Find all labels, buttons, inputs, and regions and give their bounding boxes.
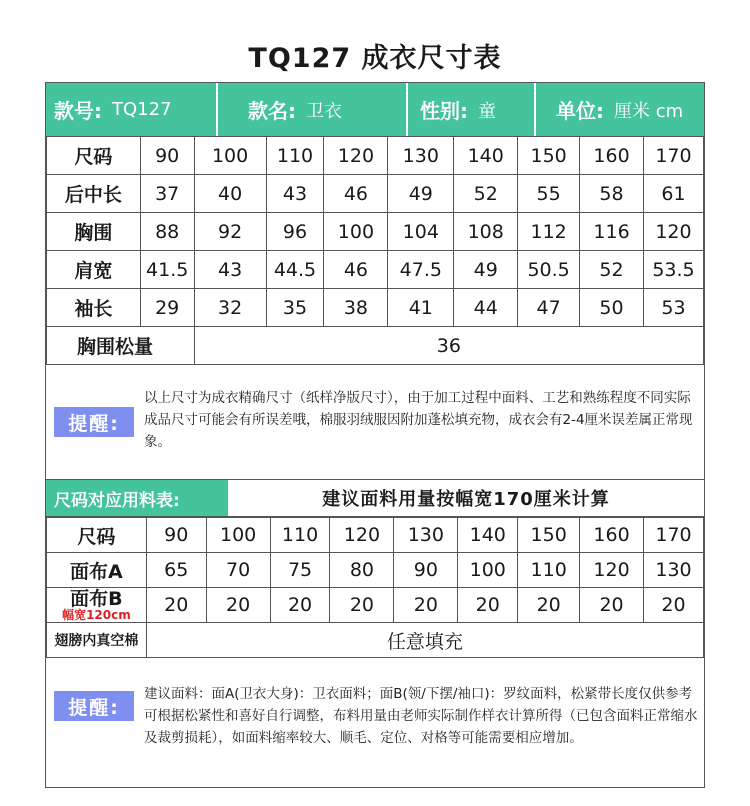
- table-cell: 90: [140, 137, 194, 175]
- table-cell: 29: [140, 289, 194, 327]
- table-cell: 90: [146, 518, 206, 553]
- table-cell: 52: [454, 175, 518, 213]
- note-2: [46, 663, 704, 787]
- size-chart-frame: [45, 82, 705, 788]
- table-cell: 20: [146, 588, 206, 623]
- fabric-table: [46, 517, 704, 658]
- row-label: 尺码: [77, 525, 116, 548]
- table-cell: 44.5: [266, 251, 324, 289]
- table-cell: 110: [266, 137, 324, 175]
- unit-value: 厘米 cm: [614, 100, 684, 122]
- ease-value: 36: [194, 327, 703, 365]
- unit-label: 单位:: [556, 99, 604, 123]
- row-header: [47, 289, 141, 327]
- row-label: 面布B: [70, 588, 123, 610]
- row-header: [47, 137, 141, 175]
- note-1-badge: 提醒:: [54, 407, 134, 437]
- fabric-bar-note: 建议面料用量按幅宽170厘米计算: [322, 489, 610, 510]
- fabric-bar: [46, 479, 704, 517]
- wing-label: 翅膀内真空棉: [47, 623, 147, 658]
- style-no-cell: [46, 83, 216, 136]
- table-cell: 120: [643, 213, 703, 251]
- table-cell: 32: [194, 289, 266, 327]
- table-cell: 20: [270, 588, 330, 623]
- table-cell: 37: [140, 175, 194, 213]
- table-cell: 160: [580, 518, 644, 553]
- table-cell: 100: [206, 518, 270, 553]
- row-label: 后中长: [64, 184, 122, 206]
- header-bar: [46, 83, 704, 136]
- table-cell: 46: [324, 175, 388, 213]
- table-cell: 20: [330, 588, 394, 623]
- table-cell: 110: [518, 553, 580, 588]
- fabric-row: [47, 588, 704, 623]
- table-cell: 47: [518, 289, 580, 327]
- table-cell: 80: [330, 553, 394, 588]
- table-cell: 100: [324, 213, 388, 251]
- row-label: 袖长: [74, 298, 113, 320]
- row-header: [47, 175, 141, 213]
- table-cell: 140: [454, 137, 518, 175]
- table-cell: 20: [394, 588, 458, 623]
- table-cell: 20: [458, 588, 518, 623]
- table-cell: 92: [194, 213, 266, 251]
- table-cell: 53.5: [643, 251, 703, 289]
- table-cell: 20: [518, 588, 580, 623]
- row-label: 尺码: [74, 146, 113, 168]
- table-cell: 90: [394, 553, 458, 588]
- style-no-value: TQ127: [112, 99, 172, 120]
- ease-row: [47, 327, 704, 365]
- note-2-text: 建议面料：面A(卫衣大身)：卫衣面料；面B(领/下摆/袖口)：罗纹面料，松紧带长度仅供参考可根据松紧性和喜好自行调整，布料用量由老师实际制作样衣计算所得（已包含面料正常缩水及裁剪损耗），如面料缩率较大、顺毛、定位、对格等可能需要相应增加。: [144, 686, 698, 746]
- table-cell: 88: [140, 213, 194, 251]
- size-row: [47, 251, 704, 289]
- wing-row: [47, 623, 704, 658]
- gender-value: 童: [478, 100, 496, 122]
- table-cell: 150: [518, 137, 580, 175]
- table-cell: 20: [580, 588, 644, 623]
- size-row: [47, 289, 704, 327]
- table-cell: 170: [644, 518, 704, 553]
- table-cell: 100: [458, 553, 518, 588]
- table-cell: 108: [454, 213, 518, 251]
- table-cell: 58: [580, 175, 644, 213]
- unit-cell: [534, 83, 704, 136]
- table-cell: 44: [454, 289, 518, 327]
- table-cell: 160: [580, 137, 644, 175]
- name-cell: [216, 83, 406, 136]
- fabric-row: [47, 553, 704, 588]
- table-cell: 40: [194, 175, 266, 213]
- table-cell: 130: [394, 518, 458, 553]
- row-header: [47, 588, 147, 623]
- table-cell: 61: [643, 175, 703, 213]
- row-label: 胸围: [74, 222, 113, 244]
- table-cell: 70: [206, 553, 270, 588]
- name-label: 款名:: [248, 99, 296, 123]
- table-cell: 104: [388, 213, 454, 251]
- table-cell: 53: [643, 289, 703, 327]
- page-title: TQ127 成衣尺寸表: [248, 43, 502, 74]
- table-cell: 50.5: [518, 251, 580, 289]
- fabric-row: [47, 518, 704, 553]
- size-row: [47, 213, 704, 251]
- table-cell: 46: [324, 251, 388, 289]
- size-table: [46, 136, 704, 365]
- table-cell: 170: [643, 137, 703, 175]
- fabric-bar-label: 尺码对应用料表:: [46, 480, 228, 516]
- table-cell: 120: [330, 518, 394, 553]
- table-cell: 35: [266, 289, 324, 327]
- table-cell: 65: [146, 553, 206, 588]
- row-label: 面布A: [70, 560, 123, 583]
- table-cell: 100: [194, 137, 266, 175]
- table-cell: 52: [580, 251, 644, 289]
- table-cell: 120: [580, 553, 644, 588]
- row-sublabel: 幅宽120cm: [62, 608, 131, 622]
- size-row: [47, 175, 704, 213]
- table-cell: 43: [266, 175, 324, 213]
- row-header: [47, 518, 147, 553]
- row-label: 肩宽: [74, 260, 113, 282]
- row-header: [47, 553, 147, 588]
- table-cell: 130: [644, 553, 704, 588]
- table-cell: 140: [458, 518, 518, 553]
- note-1: [46, 383, 704, 481]
- gender-cell: [406, 83, 534, 136]
- table-cell: 47.5: [388, 251, 454, 289]
- table-cell: 38: [324, 289, 388, 327]
- table-cell: 112: [518, 213, 580, 251]
- note-1-text: 以上尺寸为成衣精确尺寸（纸样净版尺寸），由于加工过程中面料、工艺和熟练程度不同实际成品尺寸可能会有所误差哦，棉服羽绒服因附加蓬松填充物，成衣会有2-4厘米误差属正常现象。: [144, 390, 693, 450]
- row-header: [47, 213, 141, 251]
- table-cell: 49: [454, 251, 518, 289]
- table-cell: 20: [644, 588, 704, 623]
- row-header: [47, 251, 141, 289]
- table-cell: 116: [580, 213, 644, 251]
- name-value: 卫衣: [306, 100, 342, 122]
- table-cell: 49: [388, 175, 454, 213]
- ease-label: 胸围松量: [47, 327, 195, 365]
- table-cell: 75: [270, 553, 330, 588]
- table-cell: 55: [518, 175, 580, 213]
- table-cell: 110: [270, 518, 330, 553]
- table-cell: 41.5: [140, 251, 194, 289]
- note-2-badge: 提醒:: [54, 691, 134, 721]
- table-cell: 20: [206, 588, 270, 623]
- wing-value: 任意填充: [146, 623, 703, 658]
- table-cell: 120: [324, 137, 388, 175]
- table-cell: 43: [194, 251, 266, 289]
- table-cell: 41: [388, 289, 454, 327]
- gender-label: 性别:: [420, 99, 468, 123]
- table-cell: 96: [266, 213, 324, 251]
- table-cell: 50: [580, 289, 644, 327]
- table-cell: 130: [388, 137, 454, 175]
- size-row: [47, 137, 704, 175]
- style-no-label: 款号:: [54, 99, 102, 123]
- table-cell: 150: [518, 518, 580, 553]
